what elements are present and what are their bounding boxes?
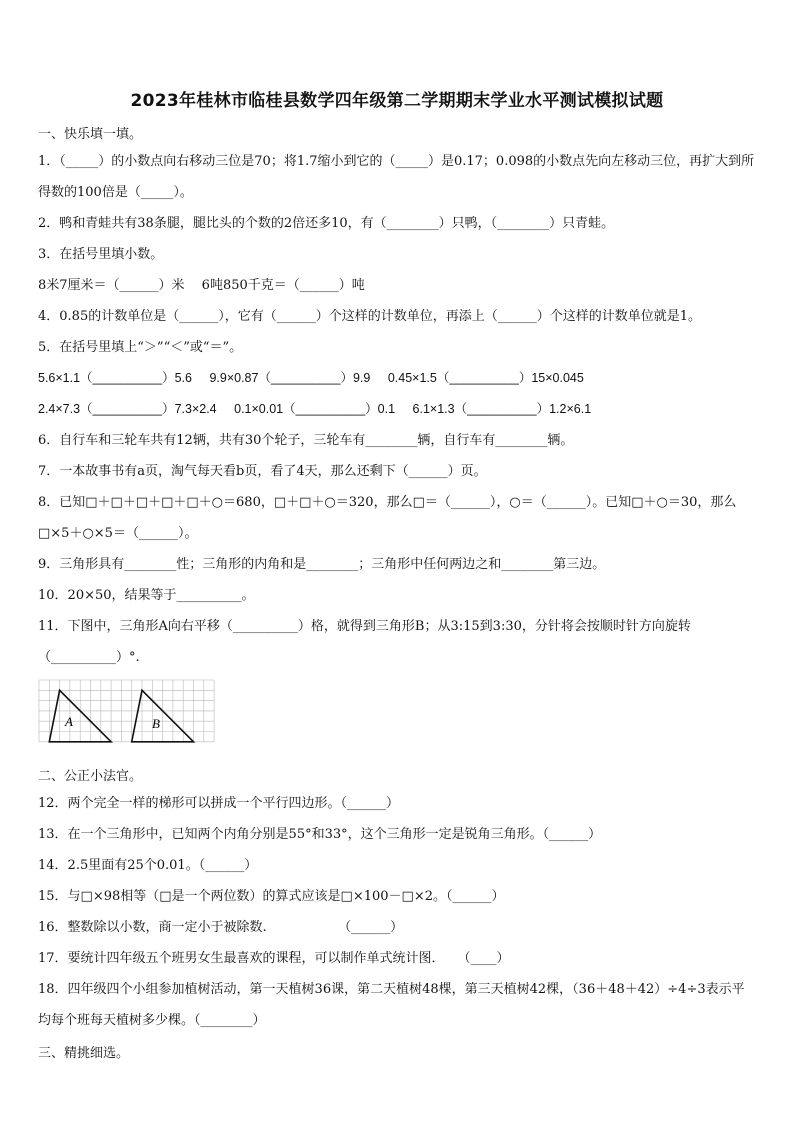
question-5-row-1	[38, 363, 756, 394]
section-heading-1: 一、快乐填一填。	[38, 127, 143, 142]
grid-lines	[39, 680, 214, 742]
question-1: 1．（_____）的小数点向右移动三位是70；将1.7缩小到它的（_____）是0.17；0.098的小数点先向左移动三位，再扩大到所得数的100倍是（_____）。	[38, 154, 755, 200]
question-3-items: 8米7厘米＝（______）米 6吨850千克＝（______）吨	[38, 278, 365, 293]
question-3: 3．在括号里填小数。	[38, 247, 164, 262]
question-2: 2．鸭和青蛙共有38条腿，腿比头的个数的2倍还多10，有（________）只鸭，（________）只青蛙。	[38, 216, 615, 231]
compare-item: 0.45×1.5（__________）15×0.045	[387, 371, 584, 385]
triangle-a-label: A	[65, 714, 73, 729]
compare-item: 5.6×1.1（__________）5.6	[38, 371, 192, 385]
translation-figure	[38, 679, 756, 759]
question-17: 17．要统计四年级五个班男女生最喜欢的课程，可以制作单式统计图． （____）	[38, 951, 510, 966]
question-15: 15．与□×98相等（□是一个两位数）的算式应该是□×100－□×2。（______）	[38, 889, 505, 904]
question-10: 10．20×50，结果等于__________。	[38, 588, 255, 603]
question-9: 9．三角形具有________性；三角形的内角和是________；三角形中任何两边之和________第三边。	[38, 557, 606, 572]
compare-item: 2.4×7.3（__________）7.3×2.4	[38, 402, 217, 416]
question-14: 14．2.5里面有25个0.01。（______）	[38, 858, 258, 873]
question-5-row-2	[38, 394, 756, 425]
question-4: 4．0.85的计数单位是（______），它有（______）个这样的计数单位，再添上（______）个这样的计数单位就是1。	[38, 309, 701, 324]
compare-item: 9.9×0.87（__________）9.9	[209, 371, 371, 385]
question-7: 7．一本故事书有a页，淘气每天看b页，看了4天，那么还剩下（______）页。	[38, 464, 487, 479]
question-11: 11．下图中，三角形A向右平移（__________）格，就得到三角形B；从3:15到3:30，分针将会按顺时针方向旋转（__________）°.	[38, 619, 691, 665]
question-5: 5．在括号里填上“＞”“＜”或“＝”。	[38, 340, 243, 355]
section-heading-3: 三、精挑细选。	[38, 1046, 130, 1061]
compare-item: 0.1×0.01（__________）0.1	[234, 402, 396, 416]
question-12: 12．两个完全一样的梯形可以拼成一个平行四边形。（______）	[38, 796, 400, 811]
grid-triangles-figure	[38, 679, 218, 759]
question-6: 6．自行车和三轮车共有12辆，共有30个轮子，三轮车有________辆，自行车有________辆。	[38, 433, 574, 448]
section-heading-2: 二、公正小法官。	[38, 769, 143, 784]
question-13: 13．在一个三角形中，已知两个内角分别是55°和33°，这个三角形一定是锐角三角形。（______）	[38, 827, 602, 842]
question-16: 16．整数除以小数，商一定小于被除数. （______）	[38, 920, 404, 935]
compare-item: 6.1×1.3（__________）1.2×6.1	[412, 402, 592, 416]
question-18: 18．四年级四个小组参加植树活动，第一天植树36课，第二天植树48棵，第三天植树42棵，（36＋48＋42）÷4÷3表示平均每个班每天植树多少棵。（________）	[38, 982, 745, 1028]
question-8: 8．已知□＋□＋□＋□＋□＋○＝680，□＋□＋○＝320，那么□＝（______），○＝（______）。已知□＋○＝30，那么□×5＋○×5＝（______）。	[38, 495, 737, 541]
page-title: 2023年桂林市临桂县数学四年级第二学期期末学业水平测试模拟试题	[130, 91, 664, 111]
triangle-b-label: B	[152, 716, 160, 731]
